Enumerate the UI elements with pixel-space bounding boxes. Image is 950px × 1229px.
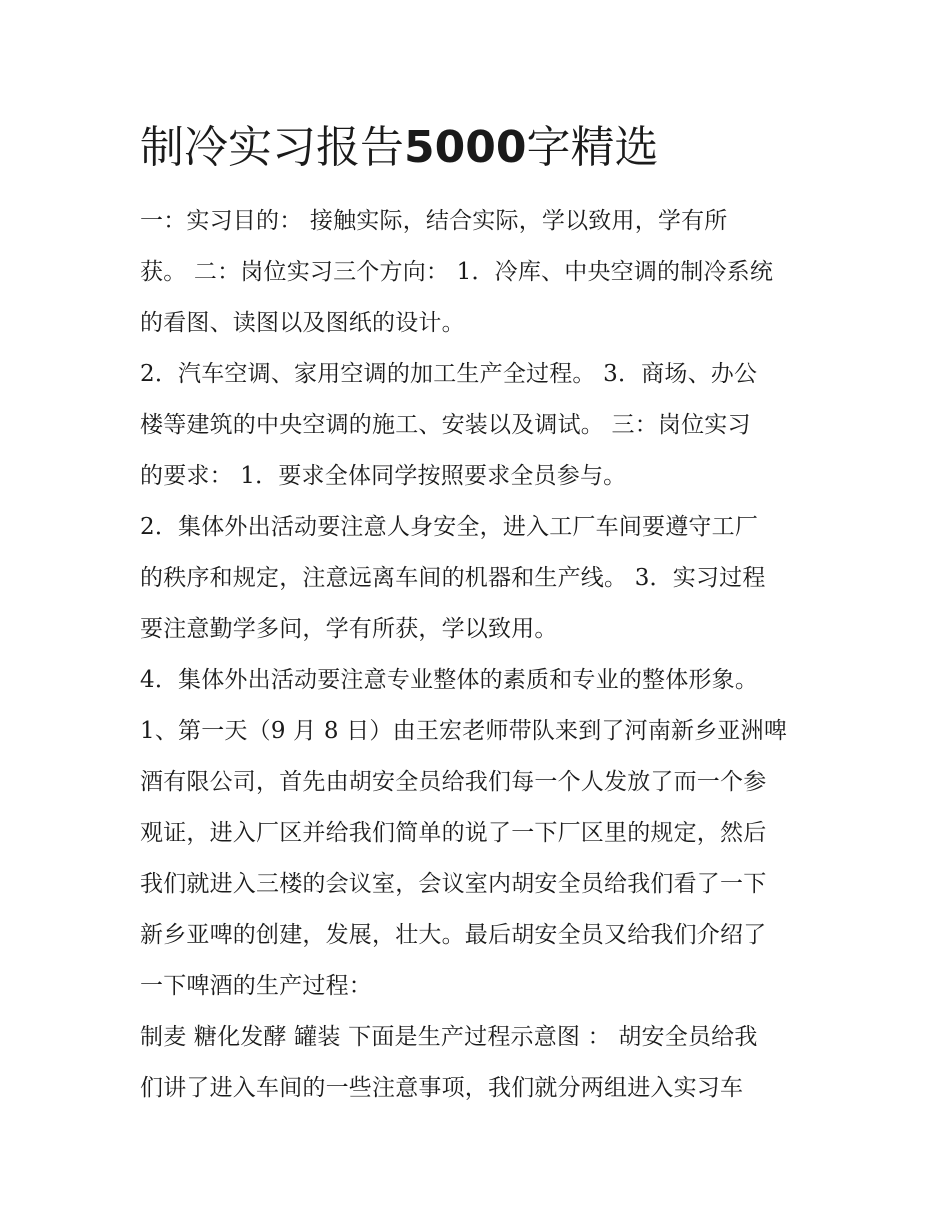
text-line: 楼等建筑的中央空调的施工、安装以及调试。 三：岗位实习 xyxy=(140,412,751,438)
text-line: 新乡亚啤的创建，发展，壮大。最后胡安全员又给我们介绍了 xyxy=(140,922,767,948)
text-line: 2．汽车空调、家用空调的加工生产全过程。 3．商场、办公 xyxy=(140,361,758,387)
text-line: 4．集体外出活动要注意专业整体的素质和专业的整体形象。 xyxy=(140,667,759,693)
title-suffix: 字精选 xyxy=(526,122,659,173)
text-line: 要注意勤学多问，学有所获，学以致用。 xyxy=(140,616,558,642)
text-line: 的秩序和规定，注意远离车间的机器和生产线。 3．实习过程 xyxy=(140,565,766,591)
title-prefix: 制冷实习报告 xyxy=(140,122,404,173)
text-line: 一：实习目的： 接触实际，结合实际，学以致用，学有所 xyxy=(140,208,728,234)
text-line: 获。 二：岗位实习三个方向： 1．冷库、中央空调的制冷系统 xyxy=(140,259,774,285)
text-line: 的看图、读图以及图纸的设计。 xyxy=(140,310,465,336)
document-body xyxy=(140,196,840,1114)
text-line: 制麦 糖化发酵 罐装 下面是生产过程示意图 ： 胡安全员给我 xyxy=(140,1024,758,1050)
text-line: 一下啤酒的生产过程： xyxy=(140,973,372,999)
text-line: 2．集体外出活动要注意人身安全，进入工厂车间要遵守工厂 xyxy=(140,514,759,540)
text-line: 观证，进入厂区并给我们简单的说了一下厂区里的规定，然后 xyxy=(140,820,767,846)
text-line: 1、第一天（9 月 8 日）由王宏老师带队来到了河南新乡亚洲啤 xyxy=(140,718,788,744)
text-line: 们讲了进入车间的一些注意事项，我们就分两组进入实习车 xyxy=(140,1075,744,1101)
text-line: 酒有限公司，首先由胡安全员给我们每一个人发放了而一个参 xyxy=(140,769,767,795)
title-number: 5000 xyxy=(404,122,527,173)
text-line: 我们就进入三楼的会议室，会议室内胡安全员给我们看了一下 xyxy=(140,871,767,897)
text-line: 的要求： 1．要求全体同学按照要求全员参与。 xyxy=(140,463,627,489)
document-title xyxy=(140,112,840,184)
